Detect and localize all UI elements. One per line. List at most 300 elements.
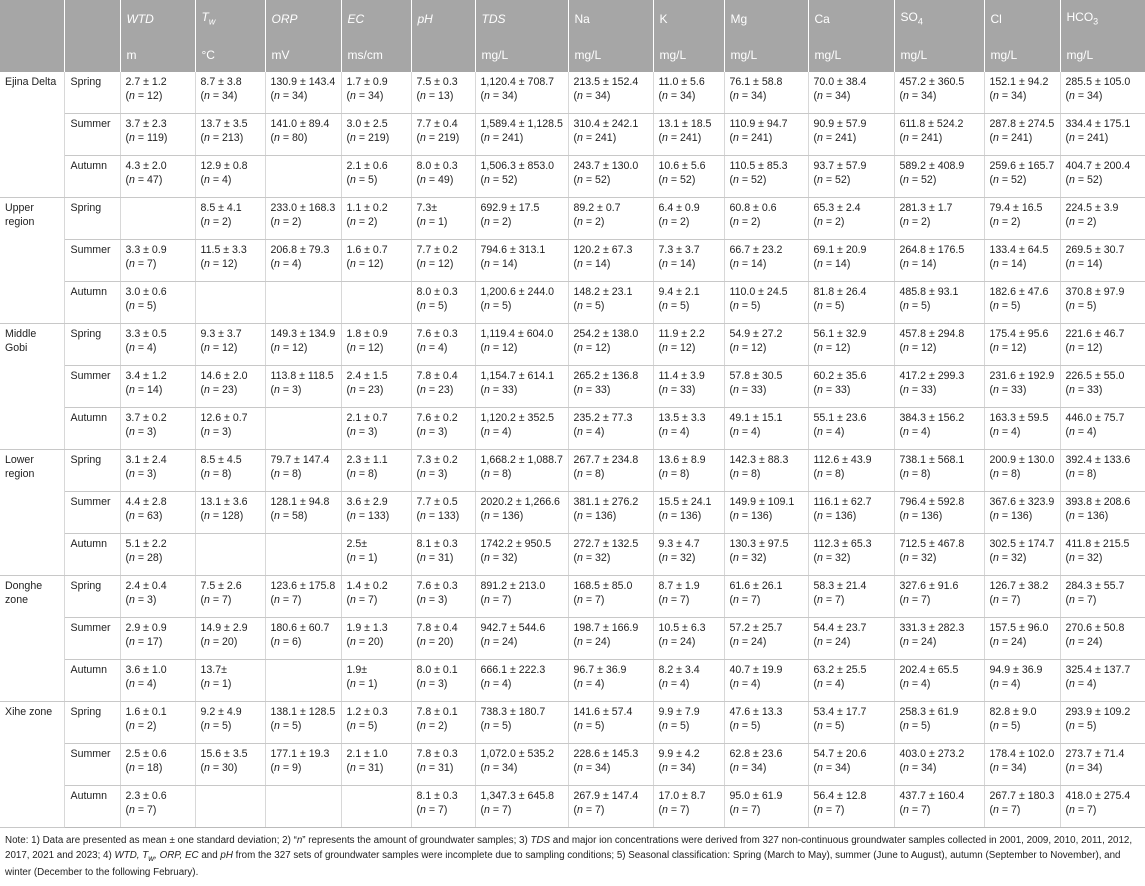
cell-mean-sd: 287.8 ± 274.5	[989, 118, 1055, 130]
cell-mean-sd: 8.5 ± 4.5	[200, 454, 242, 466]
cell-sample-count: (n = 80)	[270, 131, 308, 144]
cell-mean-sd: 3.1 ± 2.4	[125, 454, 167, 466]
cell-mean-sd: 272.7 ± 132.5	[573, 538, 639, 550]
data-cell	[653, 702, 724, 744]
cell-sample-count: (n = 52)	[573, 173, 611, 186]
data-cell	[894, 240, 984, 282]
sample-count-value: 34	[751, 89, 763, 102]
cell-mean-sd: 267.9 ± 147.4	[573, 790, 639, 802]
cell-sample-count: (n = 14)	[480, 257, 518, 270]
sample-count-value: 14	[595, 257, 607, 270]
sample-count-value: 4	[751, 425, 757, 438]
sample-count-value: 34	[751, 761, 763, 774]
cell-sample-count: (n = 32)	[480, 551, 518, 564]
cell-sample-count: (n = 7)	[813, 593, 845, 606]
header-row-names	[0, 0, 1145, 37]
cell-sample-count: (n = 136)	[480, 509, 524, 522]
cell-mean-sd: 457.8 ± 294.8	[899, 328, 965, 340]
sample-count-value: 7	[921, 593, 927, 606]
cell-sample-count: (n = 31)	[416, 761, 454, 774]
data-cell	[894, 156, 984, 198]
sample-count-value: 3	[438, 467, 444, 480]
cell-sample-count: (n = 5)	[729, 719, 761, 732]
season-label: Spring	[64, 324, 120, 366]
cell-sample-count: (n = 2)	[729, 215, 761, 228]
cell-mean-sd: 60.8 ± 0.6	[729, 202, 777, 214]
cell-mean-sd: 65.3 ± 2.4	[813, 202, 861, 214]
data-cell	[120, 114, 195, 156]
cell-mean-sd: 206.8 ± 79.3	[270, 244, 330, 256]
data-cell	[195, 576, 265, 618]
data-cell	[411, 744, 475, 786]
cell-sample-count: (n = 12)	[346, 341, 384, 354]
cell-mean-sd: 367.6 ± 323.9	[989, 496, 1055, 508]
data-cell	[411, 324, 475, 366]
data-cell	[475, 198, 568, 240]
sample-count-value: 24	[1087, 635, 1099, 648]
cell-mean-sd: 325.4 ± 137.7	[1065, 664, 1131, 676]
cell-mean-sd: 404.7 ± 200.4	[1065, 160, 1131, 172]
data-cell	[195, 408, 265, 450]
cell-sample-count: (n = 5)	[346, 719, 378, 732]
data-cell	[1060, 660, 1145, 702]
data-cell	[120, 576, 195, 618]
data-cell	[808, 72, 894, 114]
sample-count-value: 33	[921, 383, 933, 396]
data-cell	[568, 408, 653, 450]
data-cell	[265, 324, 341, 366]
cell-sample-count: (n = 136)	[813, 509, 857, 522]
data-cell	[1060, 324, 1145, 366]
data-cell	[475, 366, 568, 408]
cell-sample-count: (n = 8)	[573, 467, 605, 480]
sample-count-value: 5	[751, 719, 757, 732]
data-cell	[1060, 450, 1145, 492]
cell-sample-count: (n = 31)	[346, 761, 384, 774]
sample-count-value: 12	[502, 341, 514, 354]
sample-count-value: 241	[921, 131, 939, 144]
cell-mean-sd: 213.5 ± 152.4	[573, 76, 639, 88]
cell-sample-count: (n = 4)	[480, 425, 512, 438]
data-cell	[808, 534, 894, 576]
data-cell	[894, 408, 984, 450]
cell-mean-sd: 180.6 ± 60.7	[270, 622, 330, 634]
cell-sample-count: (n = 12)	[200, 341, 238, 354]
data-cell	[724, 618, 808, 660]
cell-mean-sd: 3.6 ± 2.9	[346, 496, 388, 508]
cell-mean-sd: 7.3±	[416, 202, 438, 214]
sample-count-value: 4	[680, 425, 686, 438]
cell-sample-count: (n = 8)	[346, 467, 378, 480]
header-na: Na	[568, 0, 653, 37]
cell-sample-count: (n = 34)	[200, 89, 238, 102]
sample-count-value: 241	[1011, 131, 1029, 144]
sample-count-value: 4	[835, 677, 841, 690]
sample-count-value: 12	[222, 341, 234, 354]
data-cell	[568, 534, 653, 576]
cell-mean-sd: 130.9 ± 143.4	[270, 76, 336, 88]
sample-count-value: 33	[680, 383, 692, 396]
sample-count-value: 33	[1087, 383, 1099, 396]
sample-count-value: 128	[222, 509, 240, 522]
table-row	[0, 156, 1145, 198]
cell-sample-count: (n = 2)	[416, 719, 448, 732]
data-cell	[1060, 240, 1145, 282]
cell-mean-sd: 1.6 ± 0.1	[125, 706, 167, 718]
table-row	[0, 576, 1145, 618]
sample-count-value: 32	[502, 551, 514, 564]
season-label: Summer	[64, 366, 120, 408]
header-k: K	[653, 0, 724, 37]
cell-sample-count: (n = 14)	[1065, 257, 1103, 270]
cell-sample-count: (n = 34)	[480, 761, 518, 774]
data-cell	[568, 156, 653, 198]
cell-mean-sd: 692.9 ± 17.5	[480, 202, 540, 214]
cell-mean-sd: 8.5 ± 4.1	[200, 202, 242, 214]
cell-sample-count: (n = 24)	[1065, 635, 1103, 648]
cell-sample-count: (n = 32)	[813, 551, 851, 564]
data-cell	[341, 786, 411, 828]
data-cell	[475, 408, 568, 450]
data-cell	[894, 744, 984, 786]
sample-count-value: 8	[751, 467, 757, 480]
data-cell	[341, 660, 411, 702]
cell-sample-count: (n = 12)	[899, 341, 937, 354]
sample-count-value: 24	[921, 635, 933, 648]
data-cell	[475, 240, 568, 282]
cell-mean-sd: 94.9 ± 36.9	[989, 664, 1043, 676]
sample-count-value: 47	[147, 173, 159, 186]
cell-mean-sd: 8.7 ± 3.8	[200, 76, 242, 88]
cell-mean-sd: 40.7 ± 19.9	[729, 664, 783, 676]
sample-count-value: 3	[147, 425, 153, 438]
sample-count-value: 8	[680, 467, 686, 480]
data-cell	[653, 492, 724, 534]
sample-count-value: 7	[835, 803, 841, 816]
cell-sample-count: (n = 63)	[125, 509, 163, 522]
sample-count-value: 5	[368, 719, 374, 732]
cell-sample-count: (n = 136)	[729, 509, 773, 522]
sample-count-value: 1	[368, 551, 374, 564]
sample-count-value: 34	[502, 761, 514, 774]
sample-count-value: 7	[368, 593, 374, 606]
sample-count-value: 34	[595, 89, 607, 102]
data-cell	[724, 72, 808, 114]
cell-sample-count: (n = 23)	[346, 383, 384, 396]
cell-mean-sd: 485.8 ± 93.1	[899, 286, 959, 298]
cell-sample-count: (n = 34)	[899, 89, 937, 102]
data-cell	[894, 324, 984, 366]
cell-mean-sd: 89.2 ± 0.7	[573, 202, 621, 214]
cell-sample-count: (n = 4)	[1065, 425, 1097, 438]
data-cell	[724, 534, 808, 576]
cell-mean-sd: 1,154.7 ± 614.1	[480, 370, 555, 382]
data-cell	[195, 156, 265, 198]
data-cell	[568, 744, 653, 786]
cell-sample-count: (n = 12)	[480, 341, 518, 354]
cell-sample-count: (n = 14)	[125, 383, 163, 396]
cell-mean-sd: 9.9 ± 7.9	[658, 706, 700, 718]
data-cell	[653, 618, 724, 660]
cell-sample-count: (n = 4)	[573, 677, 605, 690]
cell-mean-sd: 61.6 ± 26.1	[729, 580, 783, 592]
cell-mean-sd: 116.1 ± 62.7	[813, 496, 872, 508]
sample-count-value: 2	[292, 215, 298, 228]
cell-sample-count: (n = 8)	[1065, 467, 1097, 480]
data-cell	[808, 618, 894, 660]
sample-count-value: 4	[1087, 677, 1093, 690]
sample-count-value: 1	[368, 677, 374, 690]
table-row	[0, 198, 1145, 240]
sample-count-value: 3	[147, 593, 153, 606]
cell-mean-sd: 269.5 ± 30.7	[1065, 244, 1125, 256]
cell-sample-count: (n = 136)	[899, 509, 943, 522]
cell-sample-count: (n = 7)	[1065, 593, 1097, 606]
data-cell	[411, 576, 475, 618]
cell-sample-count: (n = 34)	[729, 761, 767, 774]
data-cell	[808, 114, 894, 156]
data-cell	[653, 660, 724, 702]
season-label: Autumn	[64, 786, 120, 828]
sample-count-value: 4	[751, 677, 757, 690]
data-cell	[411, 198, 475, 240]
cell-mean-sd: 8.0 ± 0.3	[416, 160, 458, 172]
data-cell	[265, 72, 341, 114]
cell-mean-sd: 149.9 ± 109.1	[729, 496, 795, 508]
data-cell	[120, 702, 195, 744]
cell-sample-count: (n = 7)	[573, 803, 605, 816]
cell-mean-sd: 2.7 ± 1.2	[125, 76, 167, 88]
cell-mean-sd: 1,072.0 ± 535.2	[480, 748, 555, 760]
sample-count-value: 241	[502, 131, 520, 144]
cell-mean-sd: 90.9 ± 57.9	[813, 118, 867, 130]
cell-mean-sd: 10.5 ± 6.3	[658, 622, 706, 634]
cell-mean-sd: 7.8 ± 0.4	[416, 370, 458, 382]
cell-mean-sd: 200.9 ± 130.0	[989, 454, 1055, 466]
data-cell	[894, 114, 984, 156]
sample-count-value: 52	[680, 173, 692, 186]
cell-mean-sd: 327.6 ± 91.6	[899, 580, 959, 592]
cell-mean-sd: 267.7 ± 180.3	[989, 790, 1055, 802]
data-cell	[1060, 702, 1145, 744]
season-label: Spring	[64, 450, 120, 492]
sample-count-value: 34	[1087, 761, 1099, 774]
sample-count-value: 3	[438, 593, 444, 606]
cell-mean-sd: 2.1 ± 0.7	[346, 412, 388, 424]
sample-count-value: 133	[438, 509, 456, 522]
data-cell	[808, 198, 894, 240]
data-cell	[120, 492, 195, 534]
data-cell	[808, 156, 894, 198]
cell-sample-count: (n = 7)	[899, 593, 931, 606]
table-row	[0, 534, 1145, 576]
data-cell	[653, 156, 724, 198]
sample-count-value: 12	[292, 341, 304, 354]
data-cell	[984, 744, 1060, 786]
sample-count-value: 2	[1011, 215, 1017, 228]
data-cell	[475, 114, 568, 156]
cell-sample-count: (n = 2)	[813, 215, 845, 228]
header-mg: Mg	[724, 0, 808, 37]
data-cell	[724, 324, 808, 366]
data-cell	[984, 660, 1060, 702]
sample-count-value: 12	[1087, 341, 1099, 354]
cell-sample-count: (n = 24)	[729, 635, 767, 648]
cell-sample-count: (n = 5)	[573, 299, 605, 312]
sample-count-value: 52	[595, 173, 607, 186]
sample-count-value: 24	[595, 635, 607, 648]
data-cell	[984, 492, 1060, 534]
cell-sample-count: (n = 24)	[573, 635, 611, 648]
cell-sample-count: (n = 58)	[270, 509, 308, 522]
sample-count-value: 5	[1087, 299, 1093, 312]
sample-count-value: 7	[1087, 803, 1093, 816]
data-cell	[1060, 198, 1145, 240]
season-label: Autumn	[64, 408, 120, 450]
data-cell	[341, 72, 411, 114]
data-cell	[653, 282, 724, 324]
cell-sample-count: (n = 241)	[989, 131, 1033, 144]
table-row	[0, 702, 1145, 744]
table-row	[0, 282, 1145, 324]
table-row	[0, 660, 1145, 702]
cell-mean-sd: 7.6 ± 0.3	[416, 328, 458, 340]
table-row	[0, 450, 1145, 492]
cell-mean-sd: 141.0 ± 89.4	[270, 118, 330, 130]
sample-count-value: 32	[595, 551, 607, 564]
cell-sample-count: (n = 4)	[813, 425, 845, 438]
data-cell	[475, 702, 568, 744]
cell-sample-count: (n = 34)	[989, 761, 1027, 774]
cell-sample-count: (n = 12)	[573, 341, 611, 354]
cell-mean-sd: 411.8 ± 215.5	[1065, 538, 1130, 550]
data-cell	[984, 534, 1060, 576]
note-text: from the 327 sets of groundwater samples were incomplete due to sampling conditions; 5) Seasonal classification: Spring (March to May), summer (June to August), autumn (September to November), and winter (December to the following February).	[5, 849, 1121, 878]
sample-count-value: 20	[222, 635, 234, 648]
data-cell	[265, 660, 341, 702]
cell-mean-sd: 126.7 ± 38.2	[989, 580, 1049, 592]
cell-sample-count: (n = 20)	[346, 635, 384, 648]
cell-mean-sd: 12.6 ± 0.7	[200, 412, 248, 424]
cell-mean-sd: 796.4 ± 592.8	[899, 496, 965, 508]
cell-mean-sd: 2.1 ± 0.6	[346, 160, 388, 172]
sample-count-value: 4	[595, 677, 601, 690]
sample-count-value: 12	[438, 257, 450, 270]
data-cell	[475, 282, 568, 324]
cell-sample-count: (n = 2)	[899, 215, 931, 228]
data-cell	[724, 660, 808, 702]
cell-mean-sd: 7.7 ± 0.2	[416, 244, 458, 256]
cell-sample-count: (n = 241)	[658, 131, 702, 144]
data-cell	[568, 114, 653, 156]
data-cell	[653, 72, 724, 114]
cell-sample-count: (n = 219)	[416, 131, 460, 144]
cell-sample-count: (n = 2)	[658, 215, 690, 228]
cell-sample-count: (n = 7)	[125, 257, 157, 270]
sample-count-value: 5	[835, 299, 841, 312]
cell-sample-count: (n = 5)	[899, 299, 931, 312]
cell-sample-count: (n = 49)	[416, 173, 454, 186]
cell-sample-count: (n = 23)	[200, 383, 238, 396]
sample-count-value: 23	[222, 383, 234, 396]
data-cell	[120, 618, 195, 660]
season-label: Autumn	[64, 534, 120, 576]
cell-sample-count: (n = 5)	[989, 299, 1021, 312]
cell-sample-count: (n = 5)	[270, 719, 302, 732]
data-cell	[568, 450, 653, 492]
data-cell	[195, 324, 265, 366]
cell-mean-sd: 235.2 ± 77.3	[573, 412, 633, 424]
data-cell	[195, 744, 265, 786]
sample-count-value: 34	[368, 89, 380, 102]
cell-mean-sd: 178.4 ± 102.0	[989, 748, 1055, 760]
cell-sample-count: (n = 4)	[729, 677, 761, 690]
data-cell	[568, 72, 653, 114]
cell-mean-sd: 7.7 ± 0.4	[416, 118, 458, 130]
cell-sample-count: (n = 241)	[573, 131, 617, 144]
note-text: and major ion concentrations were derived from 327 non-continuous groundwater samples collected in 2001, 2009, 2010, 2011, 2012, 2017, 2021 and 2023; 4)	[5, 835, 1133, 861]
sample-count-value: 34	[921, 761, 933, 774]
cell-mean-sd: 149.3 ± 134.9	[270, 328, 336, 340]
cell-mean-sd: 2.9 ± 0.9	[125, 622, 167, 634]
sample-count-value: 8	[502, 467, 508, 480]
sample-count-value: 5	[292, 719, 298, 732]
cell-sample-count: (n = 34)	[813, 89, 851, 102]
data-cell	[265, 114, 341, 156]
sample-count-value: 4	[1011, 677, 1017, 690]
cell-mean-sd: 17.0 ± 8.7	[658, 790, 706, 802]
table-footnote	[0, 828, 1145, 880]
cell-sample-count: (n = 8)	[270, 467, 302, 480]
sample-count-value: 119	[147, 131, 164, 144]
cell-sample-count: (n = 7)	[416, 803, 448, 816]
data-cell	[653, 324, 724, 366]
region-name: Lower region	[0, 450, 64, 576]
cell-sample-count: (n = 2)	[125, 719, 157, 732]
table-row	[0, 366, 1145, 408]
data-cell	[411, 72, 475, 114]
sample-count-value: 12	[751, 341, 763, 354]
sample-count-value: 17	[147, 635, 159, 648]
sample-count-value: 34	[835, 89, 847, 102]
data-cell	[724, 408, 808, 450]
cell-sample-count: (n = 5)	[200, 719, 232, 732]
cell-mean-sd: 1,347.3 ± 645.8	[480, 790, 555, 802]
data-cell	[1060, 156, 1145, 198]
data-cell	[195, 198, 265, 240]
cell-sample-count: (n = 3)	[125, 425, 157, 438]
sample-count-value: 5	[680, 719, 686, 732]
sample-count-value: 7	[680, 803, 686, 816]
data-cell	[341, 492, 411, 534]
sample-count-value: 2	[1087, 215, 1093, 228]
cell-mean-sd: 15.6 ± 3.5	[200, 748, 248, 760]
sample-count-value: 32	[751, 551, 763, 564]
sample-count-value: 12	[368, 341, 380, 354]
sample-count-value: 7	[502, 593, 508, 606]
sample-count-value: 8	[595, 467, 601, 480]
data-cell	[411, 492, 475, 534]
data-cell	[120, 660, 195, 702]
sample-count-value: 4	[438, 341, 444, 354]
data-cell	[195, 282, 265, 324]
cell-mean-sd: 384.3 ± 156.2	[899, 412, 965, 424]
data-cell	[894, 660, 984, 702]
sample-count-value: 7	[1087, 593, 1093, 606]
data-cell	[411, 408, 475, 450]
cell-mean-sd: 7.7 ± 0.5	[416, 496, 458, 508]
cell-mean-sd: 13.6 ± 8.9	[658, 454, 706, 466]
